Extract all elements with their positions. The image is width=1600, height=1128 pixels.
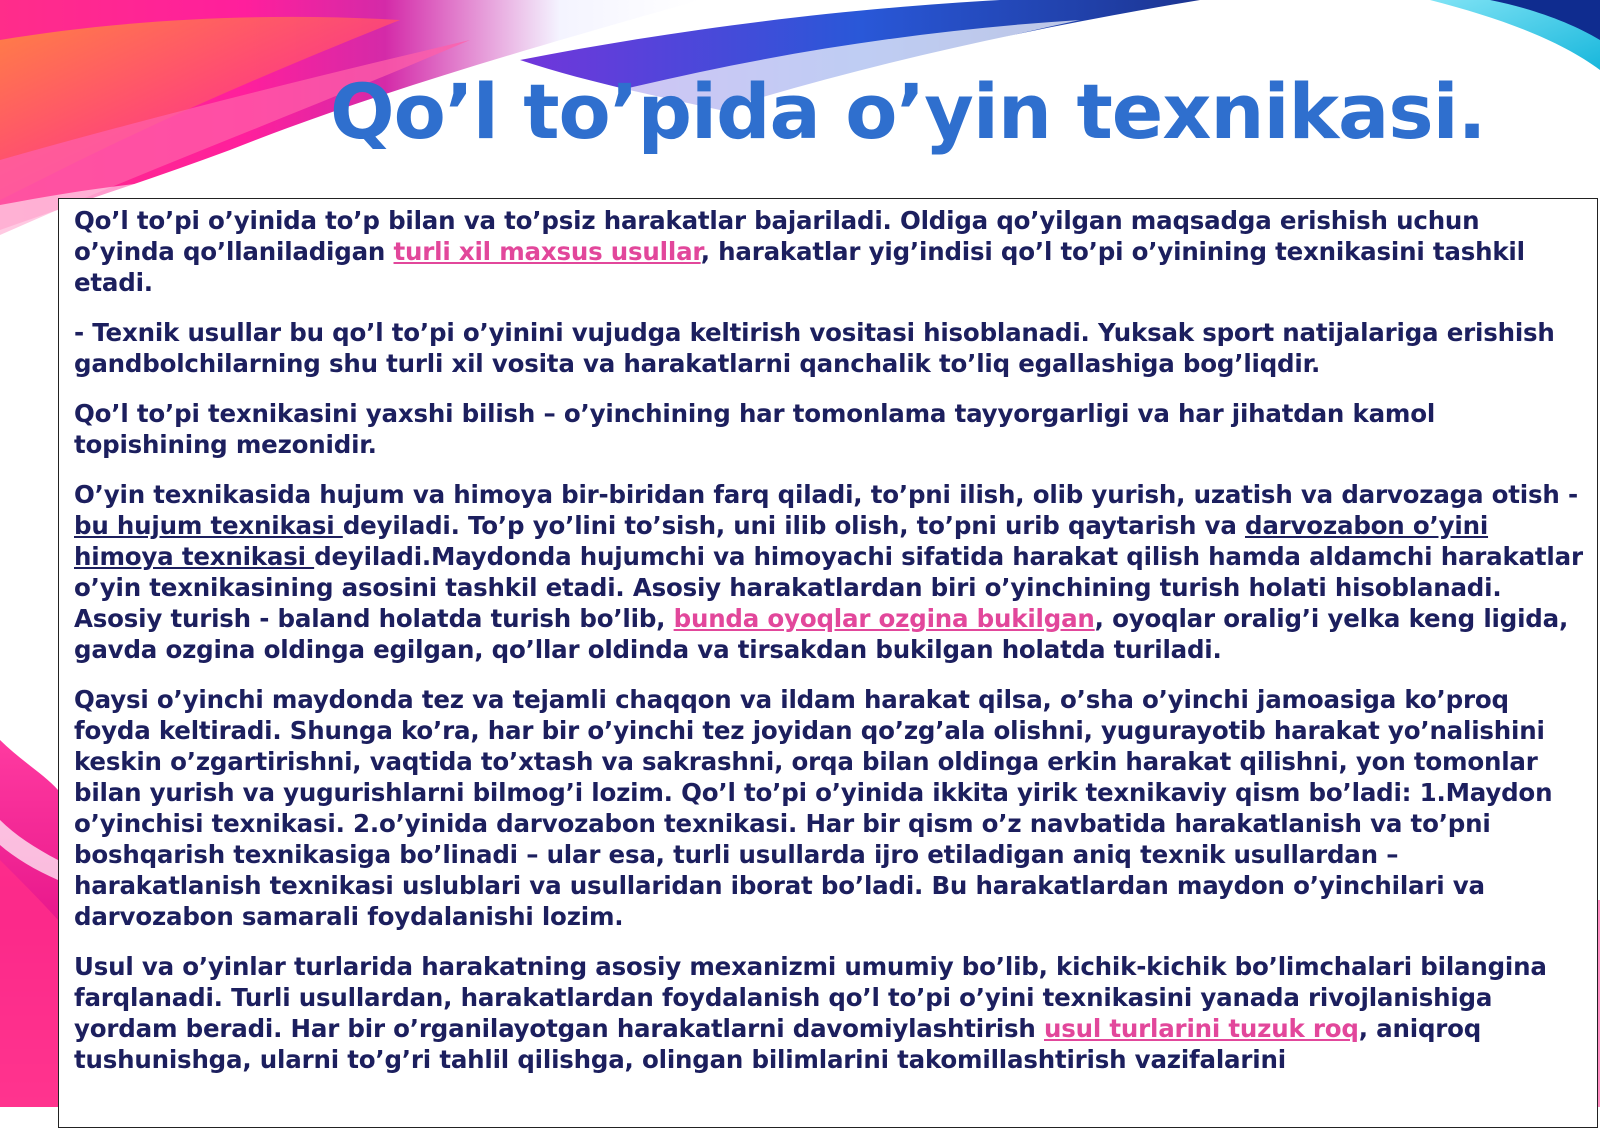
text-run: Qo’l to’pi o’yinida to’p bilan va to’psiz harakatlar bajariladi. Oldiga qo’yilgan maqsadga erishish uchun o’yinda qo’llaniladigan (74, 206, 1480, 266)
paragraph-3 (74, 398, 1583, 460)
highlight-link[interactable]: turli xil maxsus usullar (393, 237, 701, 266)
paragraph-6 (74, 951, 1583, 1075)
text-run: Usul va o’yinlar turlarida harakatning asosiy mexanizmi umumiy bo’lib, kichik-kichik bo’limchalari bilangina farqlanadi. Turli usullardan, harakatlardan foydalanish qo’l to’pi o’yini texnikasini yanada rivojlanishiga yordam beradi. Har bir o’rganilayotgan harakatlarni davomiylashtirish (74, 952, 1547, 1043)
text-run: deyiladi. To’p yo’lini to’sish, uni ilib olish, to’pni urib qaytarish va (342, 511, 1245, 540)
text-run: - Texnik usullar bu qo’l to’pi o’yinini vujudga keltirish vositasi hisoblanadi. Yuksak sport natijalariga erishish gandbolchilarning shu turli xil vosita va harakatlarni qanchalik to’liq egallashiga bog’liqdir. (74, 318, 1555, 378)
text-run: Qaysi o’yinchi maydonda tez va tejamli chaqqon va ildam harakat qilsa, o’sha o’yinchi jamoasiga ko’proq foyda keltiradi. Shunga ko’ra, har bir o’yinchi tez joyidan qo’zg’ala olishni, yugurayotib harakat yo’nalishini keskin o’zgartirishni, vaqtida to’xtash va sakrashni, orqa bilan oldinga erkin harakat qilishni, yon tomonlar bilan yurish va yugurishlarni bilmog’i lozim. Qo’l to’pi o’yinida ikkita yirik texnikaviy qism bo’ladi: 1.Maydon o’yinchisi texnikasi. 2.o’yinida darvozabon texnikasi. Har bir qism o’z navbatida harakatlanish va to’pni boshqarish texnikasiga bo’linadi – ular esa, turli usullarda ijro etiladigan aniq texnik usullardan – harakatlanish texnikasi uslublari va usullaridan iborat bo’ladi. Bu harakatlardan maydon o’yinchilari va darvozabon samarali foydalanishi lozim. (74, 685, 1553, 931)
underlined-term[interactable]: bu hujum texnikasi (74, 511, 343, 540)
paragraph-2 (74, 317, 1583, 379)
paragraph-1 (74, 205, 1583, 298)
text-run: , oyoqlar oralig’i yelka keng ligida, gavda ozgina oldinga egilgan, qo’llar oldinda va tirsakdan bukilgan holatda turiladi. (74, 604, 1569, 664)
content-box (58, 198, 1598, 1128)
highlight-link[interactable]: bunda oyoqlar ozgina bukilgan (673, 604, 1095, 633)
underlined-term[interactable]: darvozabon o’yini himoya texnikasi (74, 511, 1489, 571)
text-run: Qo’l to’pi texnikasini yaxshi bilish – o’yinchining har tomonlama tayyorgarligi va har jihatdan kamol topishining mezonidir. (74, 399, 1436, 459)
text-run: O’yin texnikasida hujum va himoya bir-biridan farq qiladi, to’pni ilish, olib yurish, uzatish va darvozaga otish - (74, 480, 1578, 509)
slide-title: Qo’l to’pida o’yin texnikasi. (330, 67, 1486, 156)
paragraph-4 (74, 479, 1583, 665)
paragraph-5 (74, 684, 1583, 932)
text-run: deyiladi.Maydonda hujumchi va himoyachi sifatida harakat qilish hamda aldamchi harakatlar o’yin texnikasining asosini tashkil etadi. Asosiy harakatlardan biri o’yinchining turish holati hisoblanadi. Asosiy turish - baland holatda turish bo’lib, (74, 542, 1583, 633)
text-run: , harakatlar yig’indisi qo’l to’pi o’yinining texnikasini tashkil etadi. (74, 237, 1525, 297)
highlight-link[interactable]: usul turlarini tuzuk roq (1044, 1014, 1359, 1043)
text-run: , aniqroq tushunishga, ularni to’g’ri tahlil qilishga, olingan bilimlarini takomillashtirish vazifalarini (74, 1014, 1482, 1074)
